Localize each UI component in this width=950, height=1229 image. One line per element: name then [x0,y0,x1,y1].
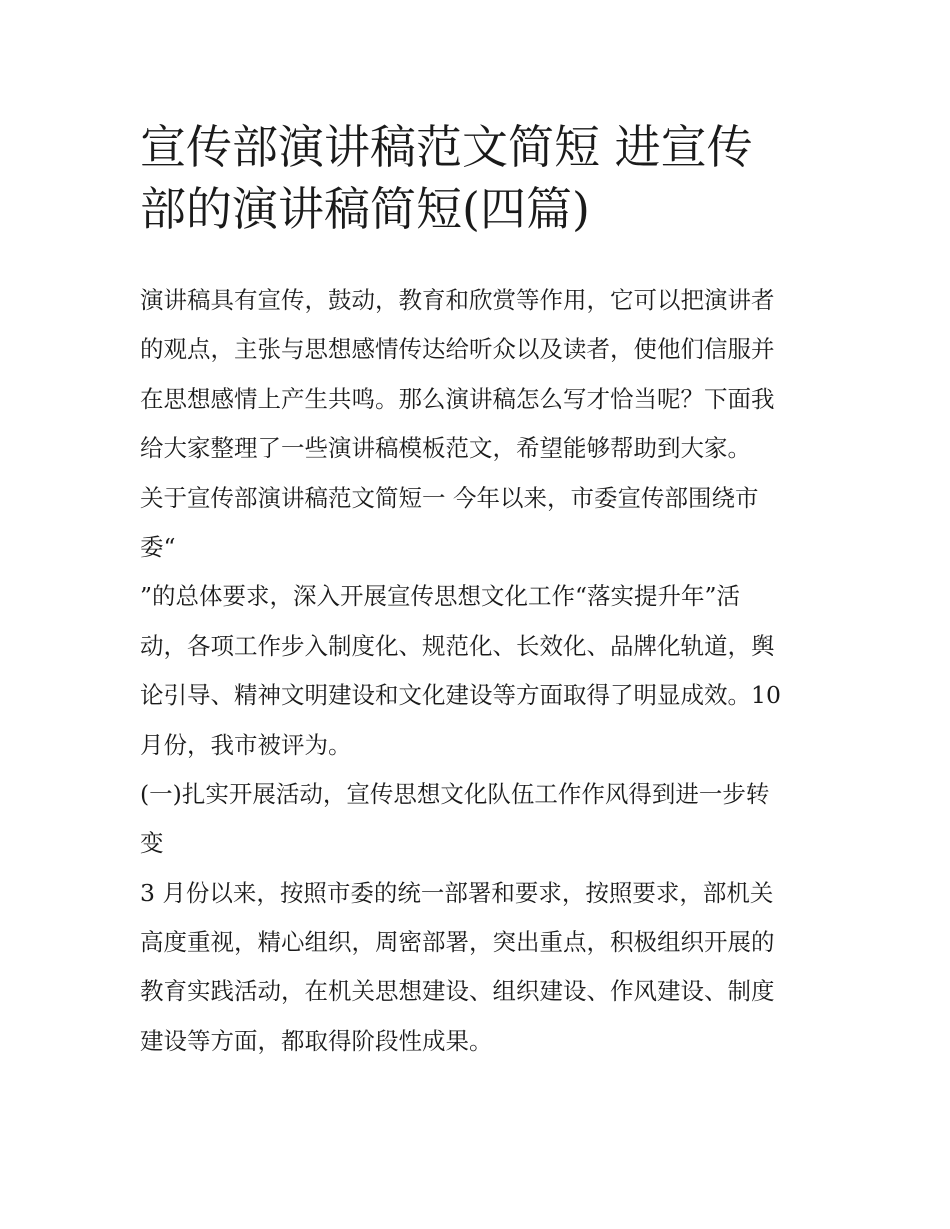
body-line: 在思想感情上产生共鸣。那么演讲稿怎么写才恰当呢？下面我 [140,384,775,413]
document-title [140,116,820,240]
body-line: 变 [140,829,164,858]
body-line: 关于宣传部演讲稿范文简短一 今年以来，市委宣传部围绕市 [140,483,759,512]
body-line: (一)扎实开展活动，宣传思想文化队伍工作作风得到进一步转 [140,779,770,808]
body-line: 演讲稿具有宣传，鼓动，教育和欣赏等作用，它可以把演讲者 [140,286,775,314]
body-line: 的观点，主张与思想感情传达给听众以及读者，使他们信服并 [140,335,775,364]
body-line: 给大家整理了一些演讲稿模板范文，希望能够帮助到大家。 [140,434,751,463]
body-line: 委“ [140,532,176,561]
document-body [140,284,830,1074]
body-line: 月份，我市被评为。 [140,730,352,759]
body-line: ”的总体要求，深入开展宣传思想文化工作“落实提升年”活 [140,582,741,611]
body-line: 论引导、精神文明建设和文化建设等方面取得了明显成效。10 [140,681,781,710]
body-line: 教育实践活动，在机关思想建设、组织建设、作风建设、制度 [140,977,775,1006]
body-line: 3 月份以来，按照市委的统一部署和要求，按照要求，部机关 [140,878,774,907]
body-line: 动，各项工作步入制度化、规范化、长效化、品牌化轨道，舆 [140,631,775,660]
title-line: 宣传部演讲稿范文简短 进宣传 [140,120,753,174]
body-line: 建设等方面，都取得阶段性成果。 [140,1026,493,1055]
body-line: 高度重视，精心组织，周密部署，突出重点，积极组织开展的 [140,928,775,957]
title-line: 部的演讲稿简短(四篇) [140,182,590,236]
